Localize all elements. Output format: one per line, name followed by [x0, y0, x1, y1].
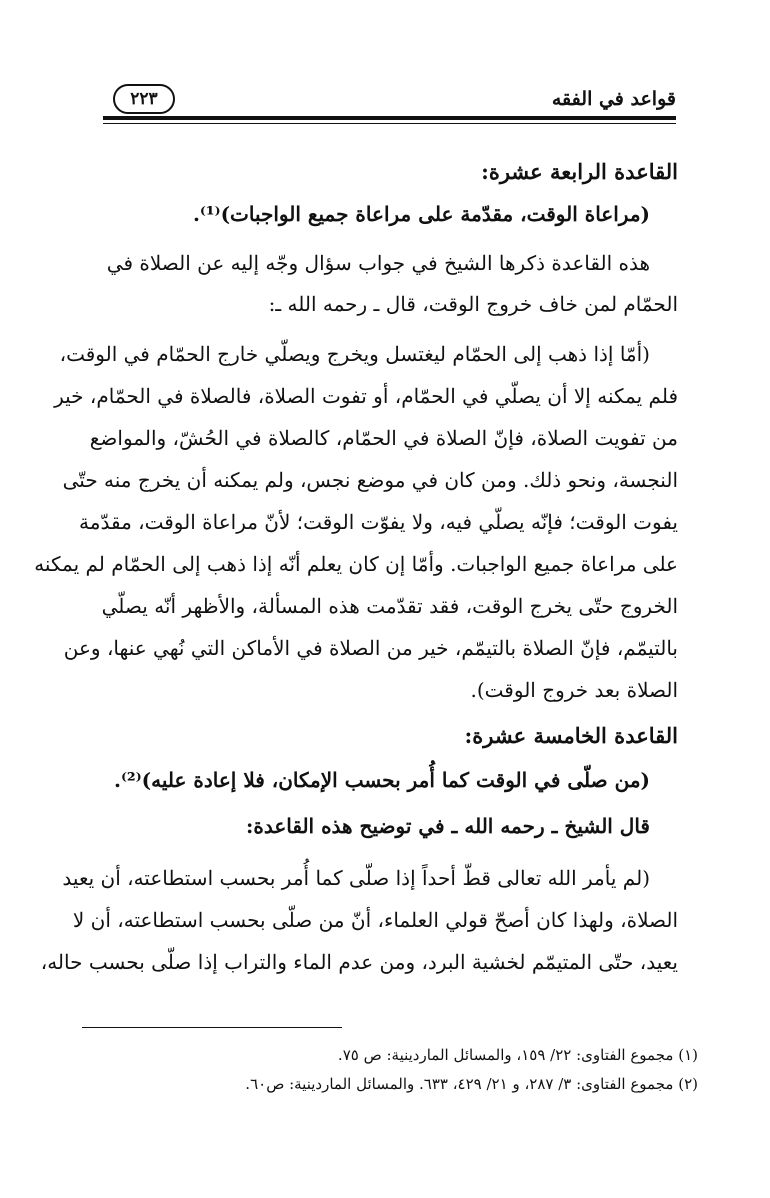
header-rule-thick	[103, 116, 676, 120]
rule-14-heading: القاعدة الرابعة عشرة:	[481, 159, 678, 184]
text-line: قال الشيخ ـ رحمه الله ـ في توضيح هذه القاعدة:	[245, 814, 650, 838]
rule-15-heading: القاعدة الخامسة عشرة:	[464, 723, 678, 748]
text-line: النجسة، ونحو ذلك. ومن كان في موضع نجس، ولم يمكنه أن يخرج منه حتّى	[62, 468, 678, 492]
page-header	[103, 76, 676, 122]
footnote-separator	[82, 1027, 342, 1028]
text-line: الخروج حتّى يخرج الوقت، فقد تقدّمت هذه المسألة، والأظهر أنّه يصلّي	[101, 594, 678, 618]
rule-14-statement: (مراعاة الوقت، مقدّمة على مراعاة جميع الواجبات)⁽¹⁾.	[192, 202, 650, 226]
text-line: (لم يأمر الله تعالى قطّ أحداً إذا صلّى كما أُمر بحسب استطاعته، أن يعيد	[62, 866, 650, 890]
text-line: الصلاة بعد خروج الوقت).	[470, 678, 678, 702]
footnote-1: (١) مجموع الفتاوى: ٢٢/ ١٥٩، والمسائل الماردينية: ص ٧٥.	[337, 1046, 698, 1064]
text-line: على مراعاة جميع الواجبات. وأمّا إن كان يعلم أنّه إذا ذهب إلى الحمّام لم يمكنه	[34, 552, 678, 576]
rule-15-statement: (من صلّى في الوقت كما أُمر بحسب الإمكان، فلا إعادة عليه)⁽²⁾.	[114, 768, 650, 792]
text-line: هذه القاعدة ذكرها الشيخ في جواب سؤال وجّه إليه عن الصلاة في	[106, 251, 650, 275]
header-rule-thin	[103, 123, 676, 124]
text-line: فلم يمكنه إلا أن يصلّي في الحمّام، أو تفوت الصلاة، فالصلاة في الحمّام، خير	[54, 384, 678, 408]
text-line: الصلاة، ولهذا كان أصحّ قولي العلماء، أنّ من صلّى بحسب استطاعته، أن لا	[72, 908, 678, 932]
page-number-badge: ٢٢٣	[113, 84, 175, 114]
text-line: يعيد، حتّى المتيمّم لخشية البرد، ومن عدم الماء والتراب إذا صلّى بحسب حاله،	[40, 950, 678, 974]
text-line: الحمّام لمن خاف خروج الوقت، قال ـ رحمه الله ـ:	[268, 292, 678, 316]
text-line: يفوت الوقت؛ فإنّه يصلّي فيه، ولا يفوّت الوقت؛ لأنّ مراعاة الوقت، مقدّمة	[79, 510, 678, 534]
running-title: قواعد في الفقه	[551, 88, 676, 110]
footnote-2: (٢) مجموع الفتاوى: ٣/ ٢٨٧، و ٢١/ ٤٢٩، ٦٣٣. والمسائل الماردينية: ص٦٠.	[245, 1075, 698, 1093]
text-line: (أمّا إذا ذهب إلى الحمّام ليغتسل ويخرج ويصلّي خارج الحمّام في الوقت،	[59, 342, 650, 366]
text-line: من تفويت الصلاة، فإنّ الصلاة في الحمّام، كالصلاة في الحُشّ، والمواضع	[89, 426, 678, 450]
text-line: بالتيمّم، فإنّ الصلاة بالتيمّم، خير من الصلاة في الأماكن التي نُهي عنها، وعن	[63, 636, 678, 660]
